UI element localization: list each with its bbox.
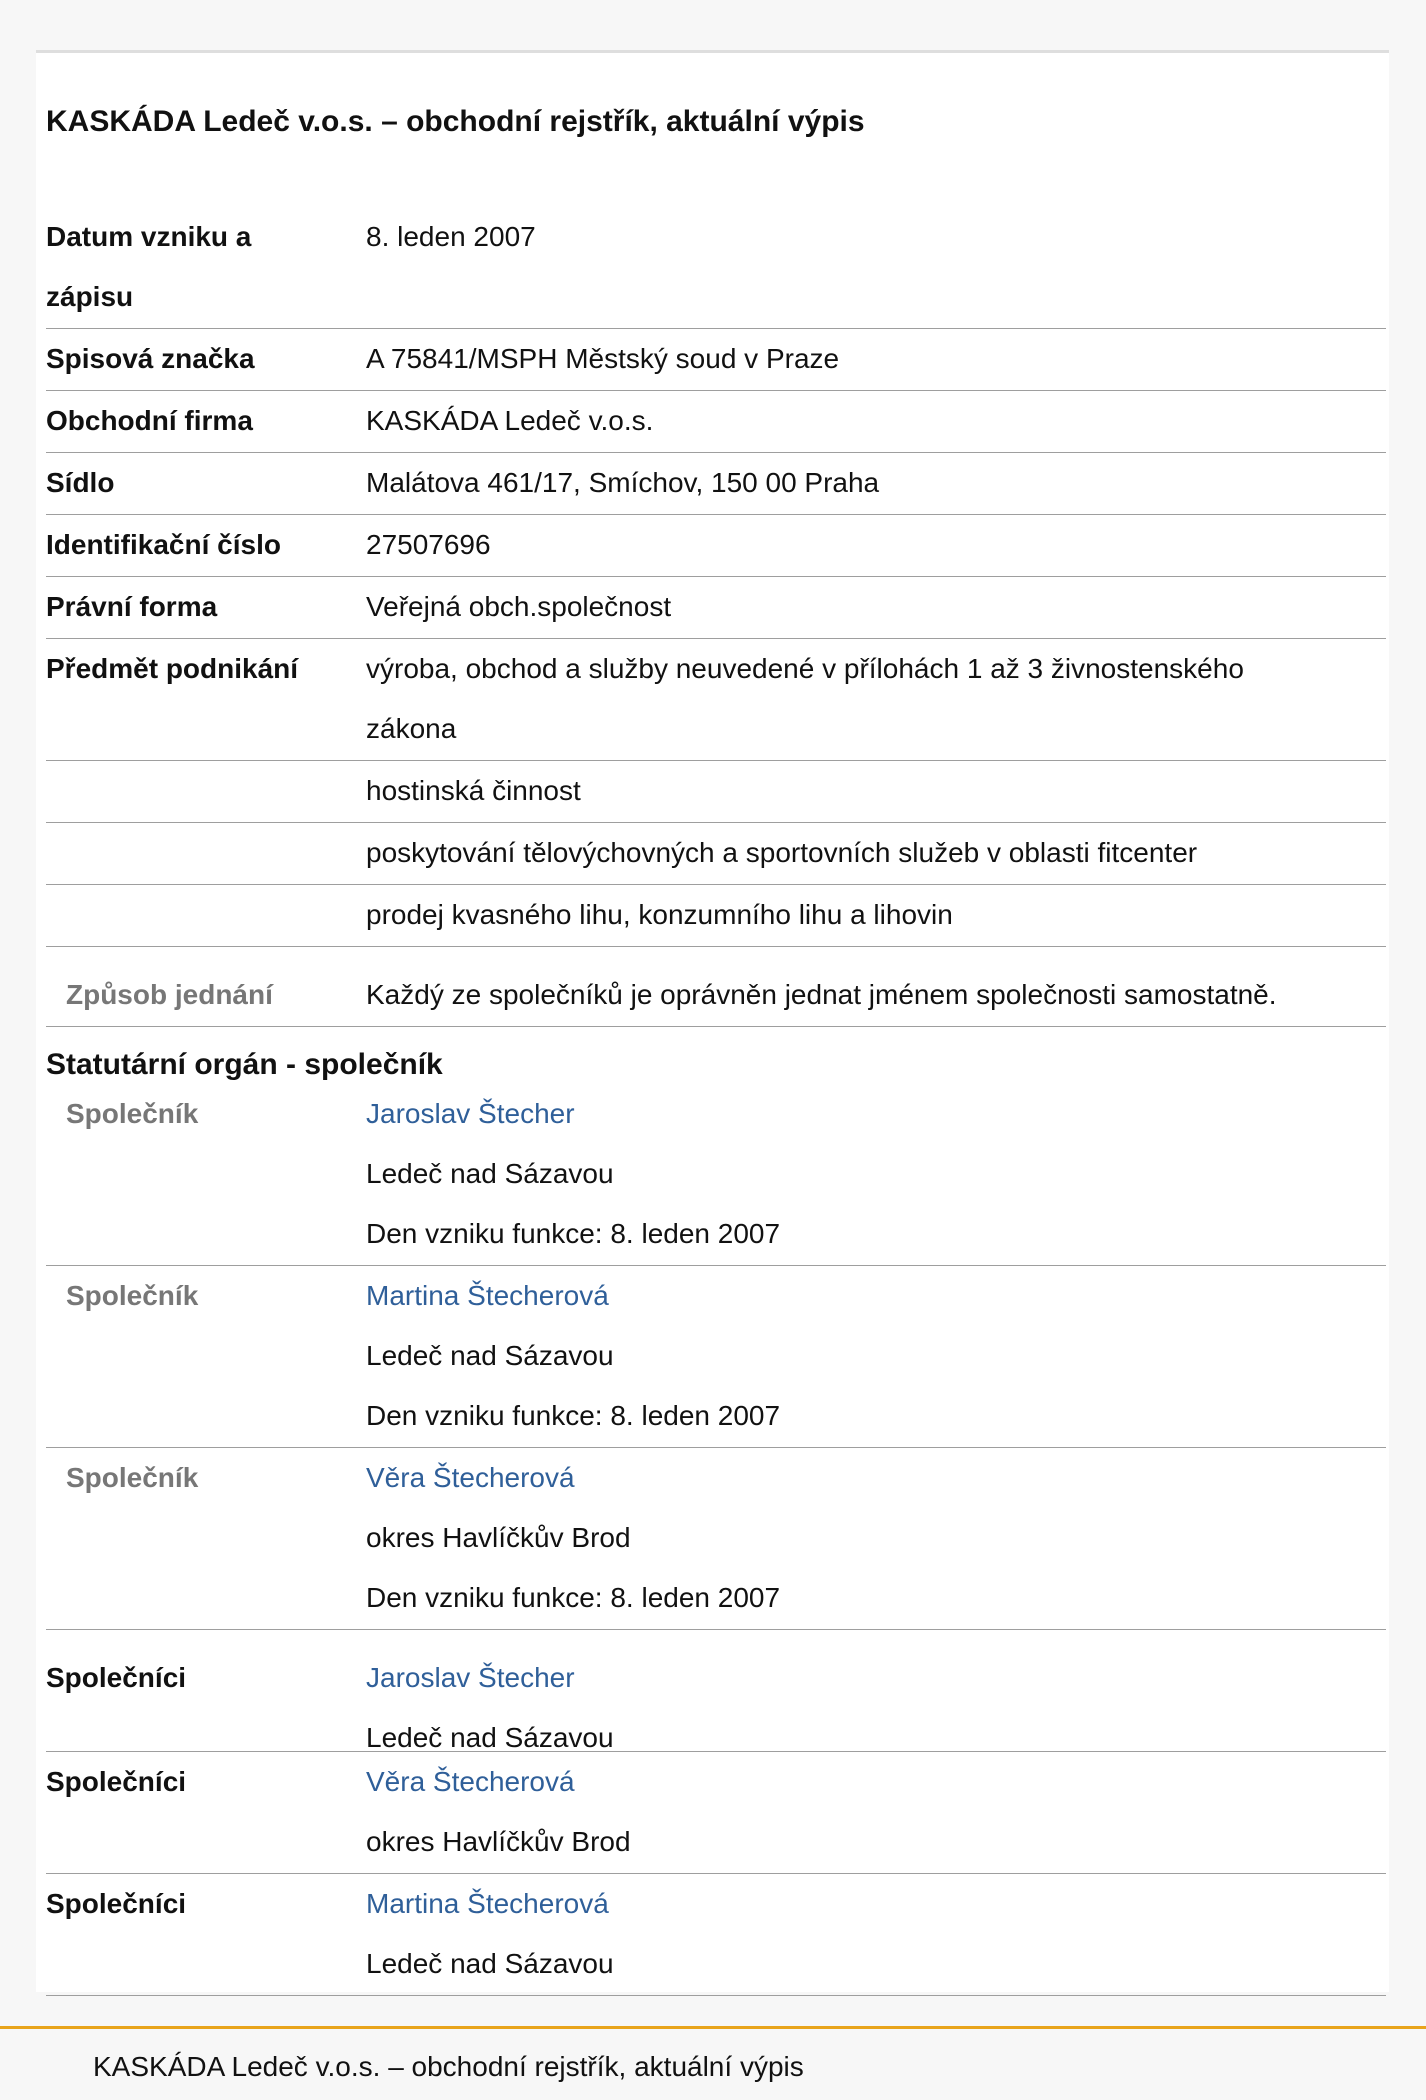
row-predmet-item-3 (46, 823, 1386, 885)
row-predmet-item-2 (46, 761, 1386, 823)
row-sidlo (46, 453, 1386, 515)
footer-title: KASKÁDA Ledeč v.o.s. – obchodní rejstřík, aktuální výpis (93, 2051, 804, 2082)
statutarni-member-2 (46, 1266, 1386, 1448)
predmet-item-1-line-1: výroba, obchod a služby neuvedené v přílohách 1 až 3 živnostenského (366, 653, 1244, 684)
spolecnik-name-link[interactable]: Martina Štecherová (366, 1888, 609, 1919)
statutarni-member-1 (46, 1084, 1386, 1266)
footer-accent-bar (0, 2026, 1426, 2029)
spolecnici-row-3 (46, 1874, 1386, 1996)
label-pravni-forma: Právní forma (46, 591, 218, 622)
predmet-item-1-line-2: zákona (366, 713, 457, 744)
label-spolecnik: Společník (66, 1462, 199, 1493)
value-predmet-item-3: poskytování tělovýchovných a sportovních služeb v oblasti fitcenter (366, 837, 1198, 868)
row-pravni-forma (46, 577, 1386, 639)
member-place: Ledeč nad Sázavou (366, 1158, 614, 1189)
label-predmet-podnikani: Předmět podnikání (46, 653, 299, 684)
row-obchodni-firma (46, 391, 1386, 453)
spolecnik-details (366, 1874, 1386, 1994)
label-spisova-znacka: Spisová značka (46, 343, 255, 374)
value-datum-vzniku: 8. leden 2007 (366, 221, 536, 252)
spolecnik-details (366, 1648, 1386, 1768)
label-spolecnici: Společníci (46, 1888, 187, 1919)
member-place: okres Havlíčkův Brod (366, 1522, 631, 1553)
label-spolecnici: Společníci (46, 1662, 187, 1693)
register-extract-card (36, 50, 1389, 1992)
spolecnik-place: Ledeč nad Sázavou (366, 1948, 614, 1979)
row-zpusob-jednani (46, 947, 1386, 1027)
label-datum-line-2: zápisu (46, 281, 134, 312)
row-predmet-item-4 (46, 885, 1386, 947)
value-obchodni-firma: KASKÁDA Ledeč v.o.s. (366, 405, 654, 436)
member-details (366, 1266, 1386, 1446)
label-datum-vzniku (46, 207, 346, 327)
label-zpusob-jednani: Způsob jednání (66, 979, 273, 1010)
row-predmet-podnikani (46, 639, 1386, 761)
value-zpusob-jednani: Každý ze společníků je oprávněn jednat jménem společnosti samostatně. (366, 979, 1277, 1010)
label-spolecnici: Společníci (46, 1766, 187, 1797)
member-since: Den vzniku funkce: 8. leden 2007 (366, 1400, 781, 1431)
page-title: KASKÁDA Ledeč v.o.s. – obchodní rejstřík, aktuální výpis (46, 105, 865, 138)
spolecnik-name-link[interactable]: Věra Štecherová (366, 1766, 575, 1797)
value-sidlo: Malátova 461/17, Smíchov, 150 00 Praha (366, 467, 880, 498)
label-spolecnik: Společník (66, 1280, 199, 1311)
spolecnici-row-1 (46, 1630, 1386, 1752)
member-since: Den vzniku funkce: 8. leden 2007 (366, 1582, 781, 1613)
spolecnik-details (366, 1752, 1386, 1872)
value-pravni-forma: Veřejná obch.společnost (366, 591, 672, 622)
value-predmet-item-1 (366, 639, 1386, 759)
member-name-link[interactable]: Martina Štecherová (366, 1280, 609, 1311)
value-spisova-znacka: A 75841/MSPH Městský soud v Praze (366, 343, 840, 374)
member-place: Ledeč nad Sázavou (366, 1340, 614, 1371)
value-predmet-item-2: hostinská činnost (366, 775, 581, 806)
member-name-link[interactable]: Jaroslav Štecher (366, 1098, 575, 1129)
spolecnik-name-link[interactable]: Jaroslav Štecher (366, 1662, 575, 1693)
member-since: Den vzniku funkce: 8. leden 2007 (366, 1218, 781, 1249)
row-datum-vzniku (46, 207, 1386, 329)
spolecnik-place: okres Havlíčkův Brod (366, 1826, 631, 1857)
member-name-link[interactable]: Věra Štecherová (366, 1462, 575, 1493)
section-title-statutarni: Statutární orgán - společník (46, 1048, 443, 1081)
label-identifikacni-cislo: Identifikační číslo (46, 529, 281, 560)
row-identifikacni-cislo (46, 515, 1386, 577)
row-spisova-znacka (46, 329, 1386, 391)
label-sidlo: Sídlo (46, 467, 115, 498)
member-details (366, 1084, 1386, 1264)
value-identifikacni-cislo: 27507696 (366, 529, 491, 560)
value-predmet-item-4: prodej kvasného lihu, konzumního lihu a lihovin (366, 899, 953, 930)
spolecnik-place: Ledeč nad Sázavou (366, 1722, 614, 1753)
label-spolecnik: Společník (66, 1098, 199, 1129)
member-details (366, 1448, 1386, 1628)
label-datum-line-1: Datum vzniku a (46, 221, 252, 252)
statutarni-member-3 (46, 1448, 1386, 1630)
label-obchodni-firma: Obchodní firma (46, 405, 253, 436)
spolecnici-row-2 (46, 1752, 1386, 1874)
